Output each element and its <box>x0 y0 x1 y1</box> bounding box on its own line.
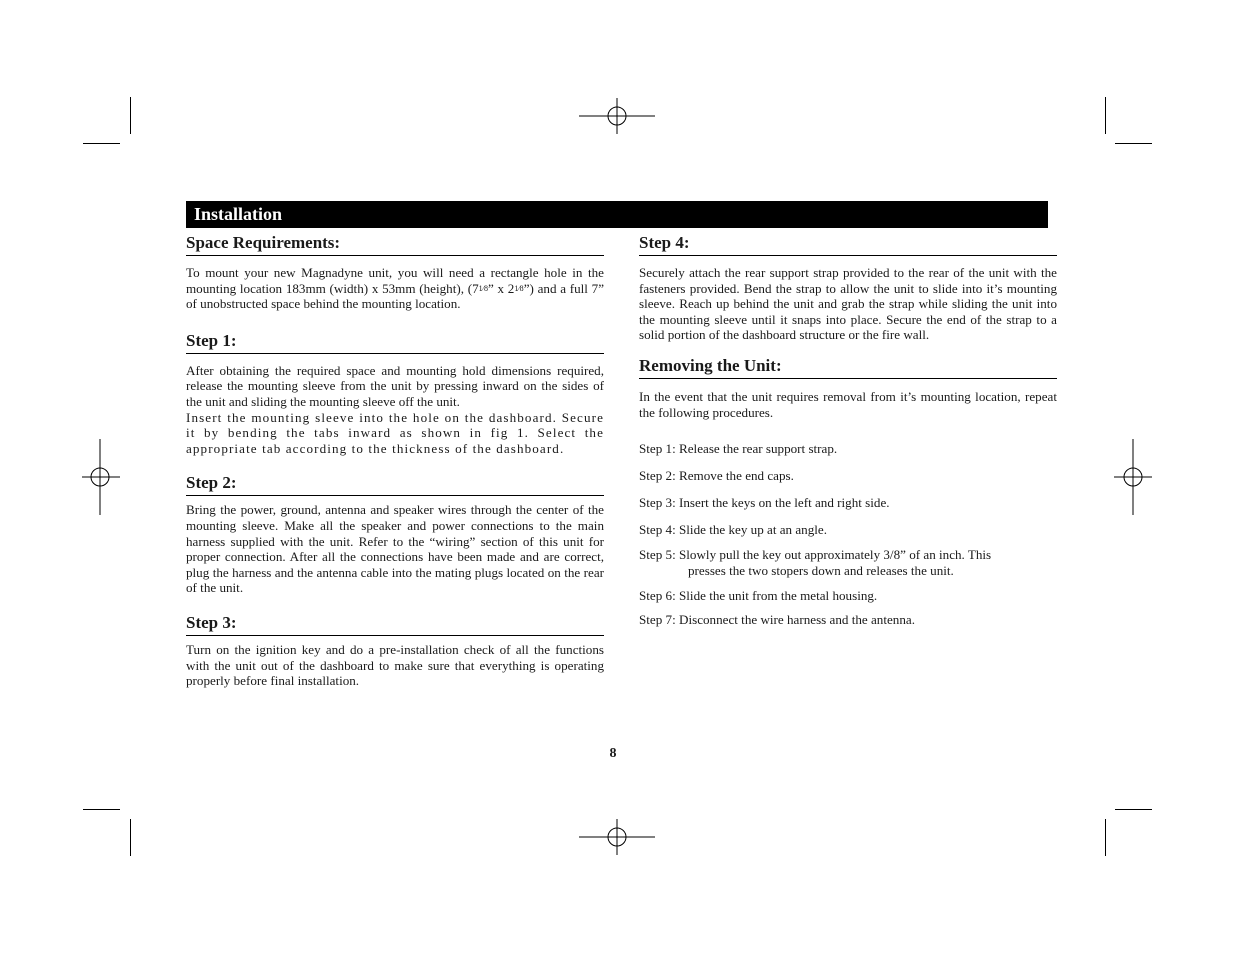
list-item-line: Step 5: Slowly pull the key out approximately 3/8” of an inch. This <box>639 547 992 563</box>
crop-mark <box>130 97 131 134</box>
section-title: Installation <box>194 204 283 224</box>
space-requirements-heading: Space Requirements: <box>186 232 604 256</box>
step-1-text-2: Insert the mounting sleeve into the hole on the dashboard. Secure it by bending the tabs inward as shown in fig 1. Select the appropriate tab according to the thickness of the dashboard. <box>186 409 604 456</box>
crop-mark <box>1115 143 1152 144</box>
fraction: 1⁄8 <box>478 283 488 293</box>
left-column <box>186 232 604 689</box>
removing-unit-heading: Removing the Unit: <box>639 355 1057 379</box>
space-text-part: ”) and a full 7” of unobstructed space behind the mounting location. <box>186 280 605 312</box>
removal-steps-list <box>639 441 1057 628</box>
step-2-heading: Step 2: <box>186 472 604 496</box>
step-1-text: After obtaining the required space and mounting hold dimensions required, release the mounting sleeve from the unit by pressing inward on the sides of the unit and sliding the mounting sleeve off the unit. <box>186 362 604 409</box>
list-item: Step 3: Insert the keys on the left and right side. <box>639 495 890 511</box>
step-3-heading: Step 3: <box>186 612 604 636</box>
crop-mark <box>1105 819 1106 856</box>
step-1-heading: Step 1: <box>186 330 604 354</box>
page-number: 8 <box>609 746 617 761</box>
removing-unit-text: In the event that the unit requires removal from it’s mounting location, repeat the following procedures. <box>639 388 1057 420</box>
right-column <box>639 232 1057 628</box>
step-3-text: Turn on the ignition key and do a pre-installation check of all the functions with the unit out of the dashboard to make sure that everything is operating properly before final installation. <box>186 641 604 689</box>
crop-mark <box>83 143 120 144</box>
registration-mark-icon <box>579 819 655 857</box>
crop-mark <box>1105 97 1106 134</box>
space-text-part: To mount your new Magnadyne unit, you will need a rectangle hole in the mounting location 183mm (width) x 53mm (height), (7 <box>186 265 604 296</box>
list-item-continuation: presses the two stopers down and releases the unit. <box>688 563 954 579</box>
list-item: Step 7: Disconnect the wire harness and the antenna. <box>639 612 915 628</box>
list-item: Step 6: Slide the unit from the metal housing. <box>639 588 878 604</box>
registration-mark-icon <box>1114 439 1152 515</box>
list-item: Step 1: Release the rear support strap. <box>639 441 838 457</box>
crop-mark <box>1115 809 1152 810</box>
fraction: 1⁄8 <box>514 283 524 293</box>
section-header-bar <box>186 201 1048 228</box>
list-item <box>639 547 1057 579</box>
space-requirements-text <box>186 265 604 312</box>
crop-mark <box>83 809 120 810</box>
step-4-heading: Step 4: <box>639 232 1057 256</box>
crop-mark <box>130 819 131 856</box>
space-text-part: ” x 2 <box>487 280 515 296</box>
list-item: Step 2: Remove the end caps. <box>639 468 794 484</box>
list-item: Step 4: Slide the key up at an angle. <box>639 522 827 538</box>
registration-mark-icon <box>82 439 120 515</box>
step-2-text: Bring the power, ground, antenna and speaker wires through the center of the mounting sleeve. Make all the speaker and power connections to the main harness supplied with the unit. Refer to the “wiring” section of this unit for proper connection. After all the connections have been made and are correct, plug the harness and the antenna cable into the mating plugs located on the rear of the unit. <box>186 502 604 596</box>
registration-mark-icon <box>579 98 655 136</box>
step-4-text: Securely attach the rear support strap provided to the rear of the unit with the fasteners provided. Bend the strap to allow the unit to slide into it’s mounting sleeve. Reach up behind the unit and grab the strap while sliding the unit into the mounting sleeve until it snaps into place. Secure the end of the strap to a solid portion of the dashboard structure or the fire wall. <box>639 265 1057 343</box>
